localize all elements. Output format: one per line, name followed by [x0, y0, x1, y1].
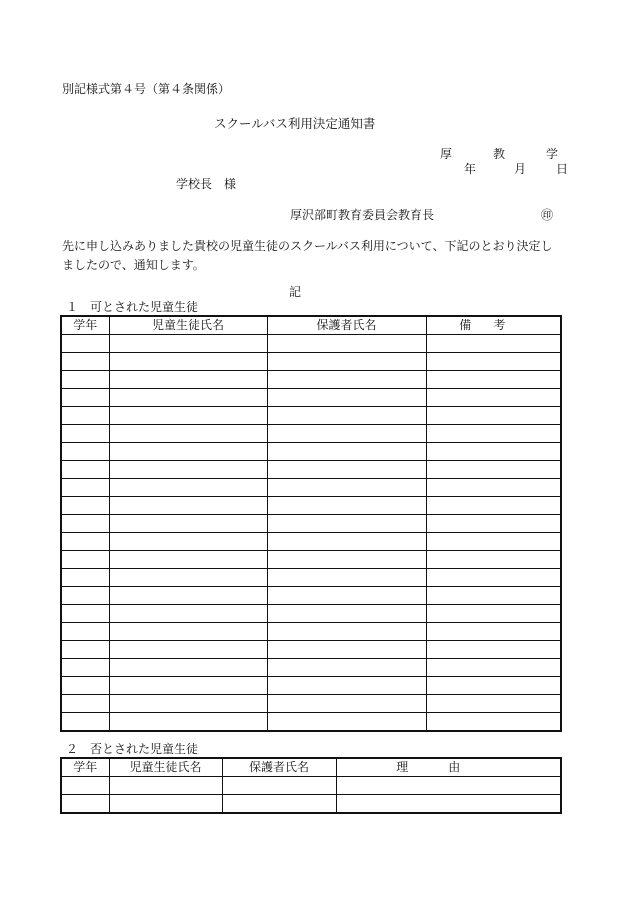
table-cell	[267, 713, 426, 732]
table-cell	[61, 641, 109, 659]
table-cell	[336, 795, 561, 814]
issuer: 厚沢部町教育委員会教育長	[290, 208, 435, 222]
table-cell	[267, 533, 426, 551]
table-row	[61, 425, 561, 443]
table-cell	[61, 695, 109, 713]
table-cell	[109, 443, 267, 461]
column-header-grade: 学年	[61, 316, 109, 335]
table-cell	[109, 479, 267, 497]
date-day-label: 日	[555, 162, 568, 176]
table-cell	[267, 677, 426, 695]
section1-heading: １ 可とされた児童生徒	[66, 300, 199, 314]
table-row	[61, 515, 561, 533]
table-cell	[267, 443, 426, 461]
table-cell	[61, 795, 109, 814]
table-cell	[267, 497, 426, 515]
table-row	[61, 605, 561, 623]
table-cell	[267, 407, 426, 425]
table-cell	[267, 461, 426, 479]
table-row	[61, 389, 561, 407]
issue-date	[458, 162, 568, 176]
table-cell	[426, 515, 561, 533]
table-cell	[61, 443, 109, 461]
table-cell	[61, 497, 109, 515]
table-cell	[426, 371, 561, 389]
table-cell	[109, 587, 267, 605]
table-cell	[61, 677, 109, 695]
ref-number-part: 学	[545, 147, 558, 161]
table-row	[61, 587, 561, 605]
table-cell	[426, 389, 561, 407]
table-cell	[267, 371, 426, 389]
table-cell	[426, 533, 561, 551]
ref-number-part: 教	[492, 147, 505, 161]
table-cell	[426, 425, 561, 443]
table-cell	[426, 335, 561, 353]
table-cell	[61, 407, 109, 425]
table-row	[61, 443, 561, 461]
body-text: 先に申し込みありました貴校の児童生徒のスクールバス利用について、下記のとおり決定しましたので、通知します。	[62, 239, 553, 272]
note-heading: 記	[289, 285, 302, 299]
table-cell	[61, 777, 109, 795]
table-cell	[109, 425, 267, 443]
table-row	[61, 795, 561, 814]
table-row	[61, 461, 561, 479]
table-cell	[109, 623, 267, 641]
table-cell	[267, 551, 426, 569]
table-cell	[336, 777, 561, 795]
document-title: スクールバス利用決定通知書	[214, 116, 376, 131]
table-cell	[61, 335, 109, 353]
table-row	[61, 497, 561, 515]
table-cell	[61, 623, 109, 641]
table-cell	[426, 659, 561, 677]
table-cell	[426, 713, 561, 732]
table-cell	[426, 641, 561, 659]
table-cell	[109, 777, 222, 795]
section2-heading: ２ 否とされた児童生徒	[66, 742, 199, 756]
table-cell	[267, 389, 426, 407]
table-cell	[267, 695, 426, 713]
table-cell	[267, 605, 426, 623]
table-cell	[426, 569, 561, 587]
table-cell	[109, 353, 267, 371]
table-cell	[222, 795, 336, 814]
date-year-label: 年	[463, 162, 476, 176]
column-header-guardian-name: 保護者氏名	[267, 316, 426, 335]
table-cell	[61, 551, 109, 569]
table-cell	[267, 425, 426, 443]
table-cell	[109, 677, 267, 695]
table-cell	[61, 713, 109, 732]
table-cell	[426, 677, 561, 695]
table-row	[61, 353, 561, 371]
table-cell	[109, 497, 267, 515]
table-cell	[109, 371, 267, 389]
table-cell	[61, 587, 109, 605]
approved-students-table	[60, 315, 562, 732]
table-cell	[109, 407, 267, 425]
table-row	[61, 569, 561, 587]
date-month-label: 月	[513, 162, 526, 176]
table-cell	[109, 515, 267, 533]
table-cell	[426, 353, 561, 371]
column-header-remarks: 備考	[426, 316, 561, 335]
table-header-row	[61, 758, 561, 777]
table-cell	[109, 461, 267, 479]
table-row	[61, 623, 561, 641]
table-cell	[267, 335, 426, 353]
addressee: 学校長 様	[176, 177, 237, 191]
table-cell	[61, 659, 109, 677]
table-cell	[61, 533, 109, 551]
table-cell	[426, 623, 561, 641]
column-header-student-name: 児童生徒氏名	[109, 316, 267, 335]
table-cell	[109, 659, 267, 677]
column-header-student-name: 児童生徒氏名	[109, 758, 222, 777]
table-header-row	[61, 316, 561, 335]
table-row	[61, 335, 561, 353]
table-cell	[426, 461, 561, 479]
table-cell	[426, 551, 561, 569]
table-cell	[426, 587, 561, 605]
column-header-grade: 学年	[61, 758, 109, 777]
table-cell	[267, 641, 426, 659]
table-row	[61, 533, 561, 551]
table-cell	[109, 335, 267, 353]
table-cell	[267, 587, 426, 605]
table-cell	[61, 461, 109, 479]
seal-mark: ㊞	[541, 208, 554, 222]
table-row	[61, 407, 561, 425]
column-header-guardian-name: 保護者氏名	[222, 758, 336, 777]
table-row	[61, 371, 561, 389]
rejected-students-table	[60, 757, 562, 814]
table-row	[61, 777, 561, 795]
table-cell	[222, 777, 336, 795]
table-cell	[61, 479, 109, 497]
table-row	[61, 695, 561, 713]
reference-number	[436, 147, 562, 161]
table-cell	[109, 641, 267, 659]
table-cell	[61, 353, 109, 371]
table-cell	[109, 713, 267, 732]
table-cell	[267, 515, 426, 533]
table-cell	[61, 389, 109, 407]
table-row	[61, 641, 561, 659]
table-cell	[426, 695, 561, 713]
table-cell	[267, 353, 426, 371]
table-cell	[109, 551, 267, 569]
table-cell	[267, 569, 426, 587]
table-cell	[267, 659, 426, 677]
table-cell	[109, 389, 267, 407]
table-row	[61, 479, 561, 497]
table-cell	[109, 695, 267, 713]
table-row	[61, 677, 561, 695]
table-cell	[109, 605, 267, 623]
table-cell	[426, 479, 561, 497]
table-cell	[109, 533, 267, 551]
ref-number-part: 厚	[439, 147, 452, 161]
table-cell	[426, 443, 561, 461]
table-cell	[61, 371, 109, 389]
table-cell	[61, 569, 109, 587]
table-cell	[426, 497, 561, 515]
table-cell	[267, 623, 426, 641]
form-number: 別記様式第４号（第４条関係）	[62, 82, 231, 96]
table-cell	[426, 605, 561, 623]
table-cell	[267, 479, 426, 497]
table-cell	[109, 795, 222, 814]
table-cell	[426, 407, 561, 425]
table-row	[61, 551, 561, 569]
table-cell	[61, 515, 109, 533]
table-cell	[61, 425, 109, 443]
column-header-reason: 理由	[336, 758, 561, 777]
table-row	[61, 659, 561, 677]
table-row	[61, 713, 561, 732]
table-cell	[109, 569, 267, 587]
table-cell	[61, 605, 109, 623]
